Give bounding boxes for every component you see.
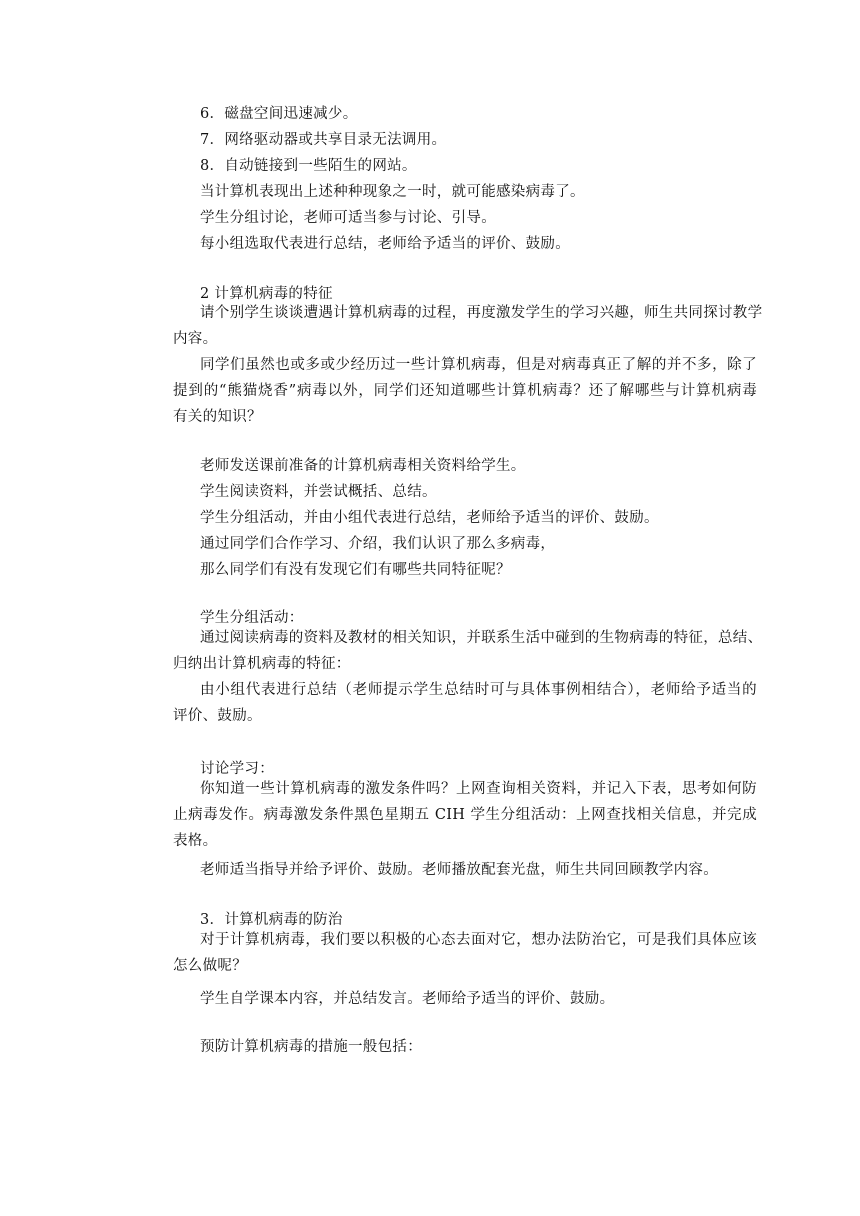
list-item-7: 7．网络驱动器或共享目录无法调用。 (200, 132, 447, 148)
paragraph (173, 300, 763, 352)
paragraph-line: 评价、鼓励。 (173, 708, 262, 724)
text-line: 学生自学课本内容，并总结发言。老师给予适当的评价、鼓励。 (200, 991, 615, 1007)
section-heading-3: 3．计算机病毒的防治 (200, 912, 343, 928)
paragraph-line: 对于计算机病毒，我们要以积极的心态去面对它，想办法防治它，可是我们具体应该 (200, 932, 757, 948)
paragraph-line: 归纳出计算机病毒的特征： (173, 656, 351, 672)
paragraph (173, 352, 757, 430)
paragraph-line: 止病毒发作。病毒激发条件黑色星期五 CIH 学生分组活动：上网查找相关信息，并完成 (173, 807, 757, 823)
text-line: 老师发送课前准备的计算机病毒相关资料给学生。 (200, 458, 526, 474)
text-line: 每小组选取代表进行总结，老师给予适当的评价、鼓励。 (200, 236, 570, 252)
paragraph-line: 表格。 (173, 833, 218, 849)
paragraph-line: 同学们虽然也或多或少经历过一些计算机病毒，但是对病毒真正了解的并不多，除了 (200, 357, 757, 373)
text-line: 学生阅读资料，并尝试概括、总结。 (200, 484, 437, 500)
list-item-6: 6．磁盘空间迅速减少。 (200, 106, 358, 122)
text-line: 学生分组讨论，老师可适当参与讨论、引导。 (200, 210, 496, 226)
paragraph-line: 由小组代表进行总结（老师提示学生总结时可与具体事例相结合），老师给予适当的 (200, 682, 757, 698)
text-line: 通过同学们合作学习、介绍，我们认识了那么多病毒， (200, 536, 556, 552)
paragraph (173, 776, 757, 854)
paragraph-line: 请个别学生谈谈遭遇计算机病毒的过程，再度激发学生的学习兴趣，师生共同探讨教学 (200, 305, 763, 321)
text-line: 学生分组活动： (200, 610, 304, 626)
paragraph-line: 提到的“熊猫烧香”病毒以外，同学们还知道哪些计算机病毒？还了解哪些与计算机病毒 (173, 383, 757, 399)
text-line: 那么同学们有没有发现它们有哪些共同特征呢？ (200, 562, 511, 578)
text-line: 当计算机表现出上述种种现象之一时，就可能感染病毒了。 (200, 184, 585, 200)
paragraph (173, 625, 763, 677)
paragraph-line: 通过阅读病毒的资料及教材的相关知识，并联系生活中碰到的生物病毒的特征，总结、 (200, 630, 763, 646)
paragraph (173, 677, 757, 729)
paragraph-line: 怎么做呢？ (173, 958, 247, 974)
text-line: 老师适当指导并给予评价、鼓励。老师播放配套光盘，师生共同回顾教学内容。 (200, 862, 718, 878)
paragraph (173, 927, 757, 979)
paragraph-line: 你知道一些计算机病毒的激发条件吗？上网查询相关资料，并记入下表，思考如何防 (200, 781, 757, 797)
text-line: 预防计算机病毒的措施一般包括： (200, 1039, 422, 1055)
section-heading-2: 2 计算机病毒的特征 (200, 286, 333, 302)
list-item-8: 8．自动链接到一些陌生的网站。 (200, 158, 417, 174)
paragraph-line: 内容。 (173, 331, 218, 347)
text-line: 学生分组活动，并由小组代表进行总结，老师给予适当的评价、鼓励。 (200, 510, 659, 526)
text-line: 讨论学习： (200, 761, 274, 777)
paragraph-line: 有关的知识？ (173, 409, 262, 425)
